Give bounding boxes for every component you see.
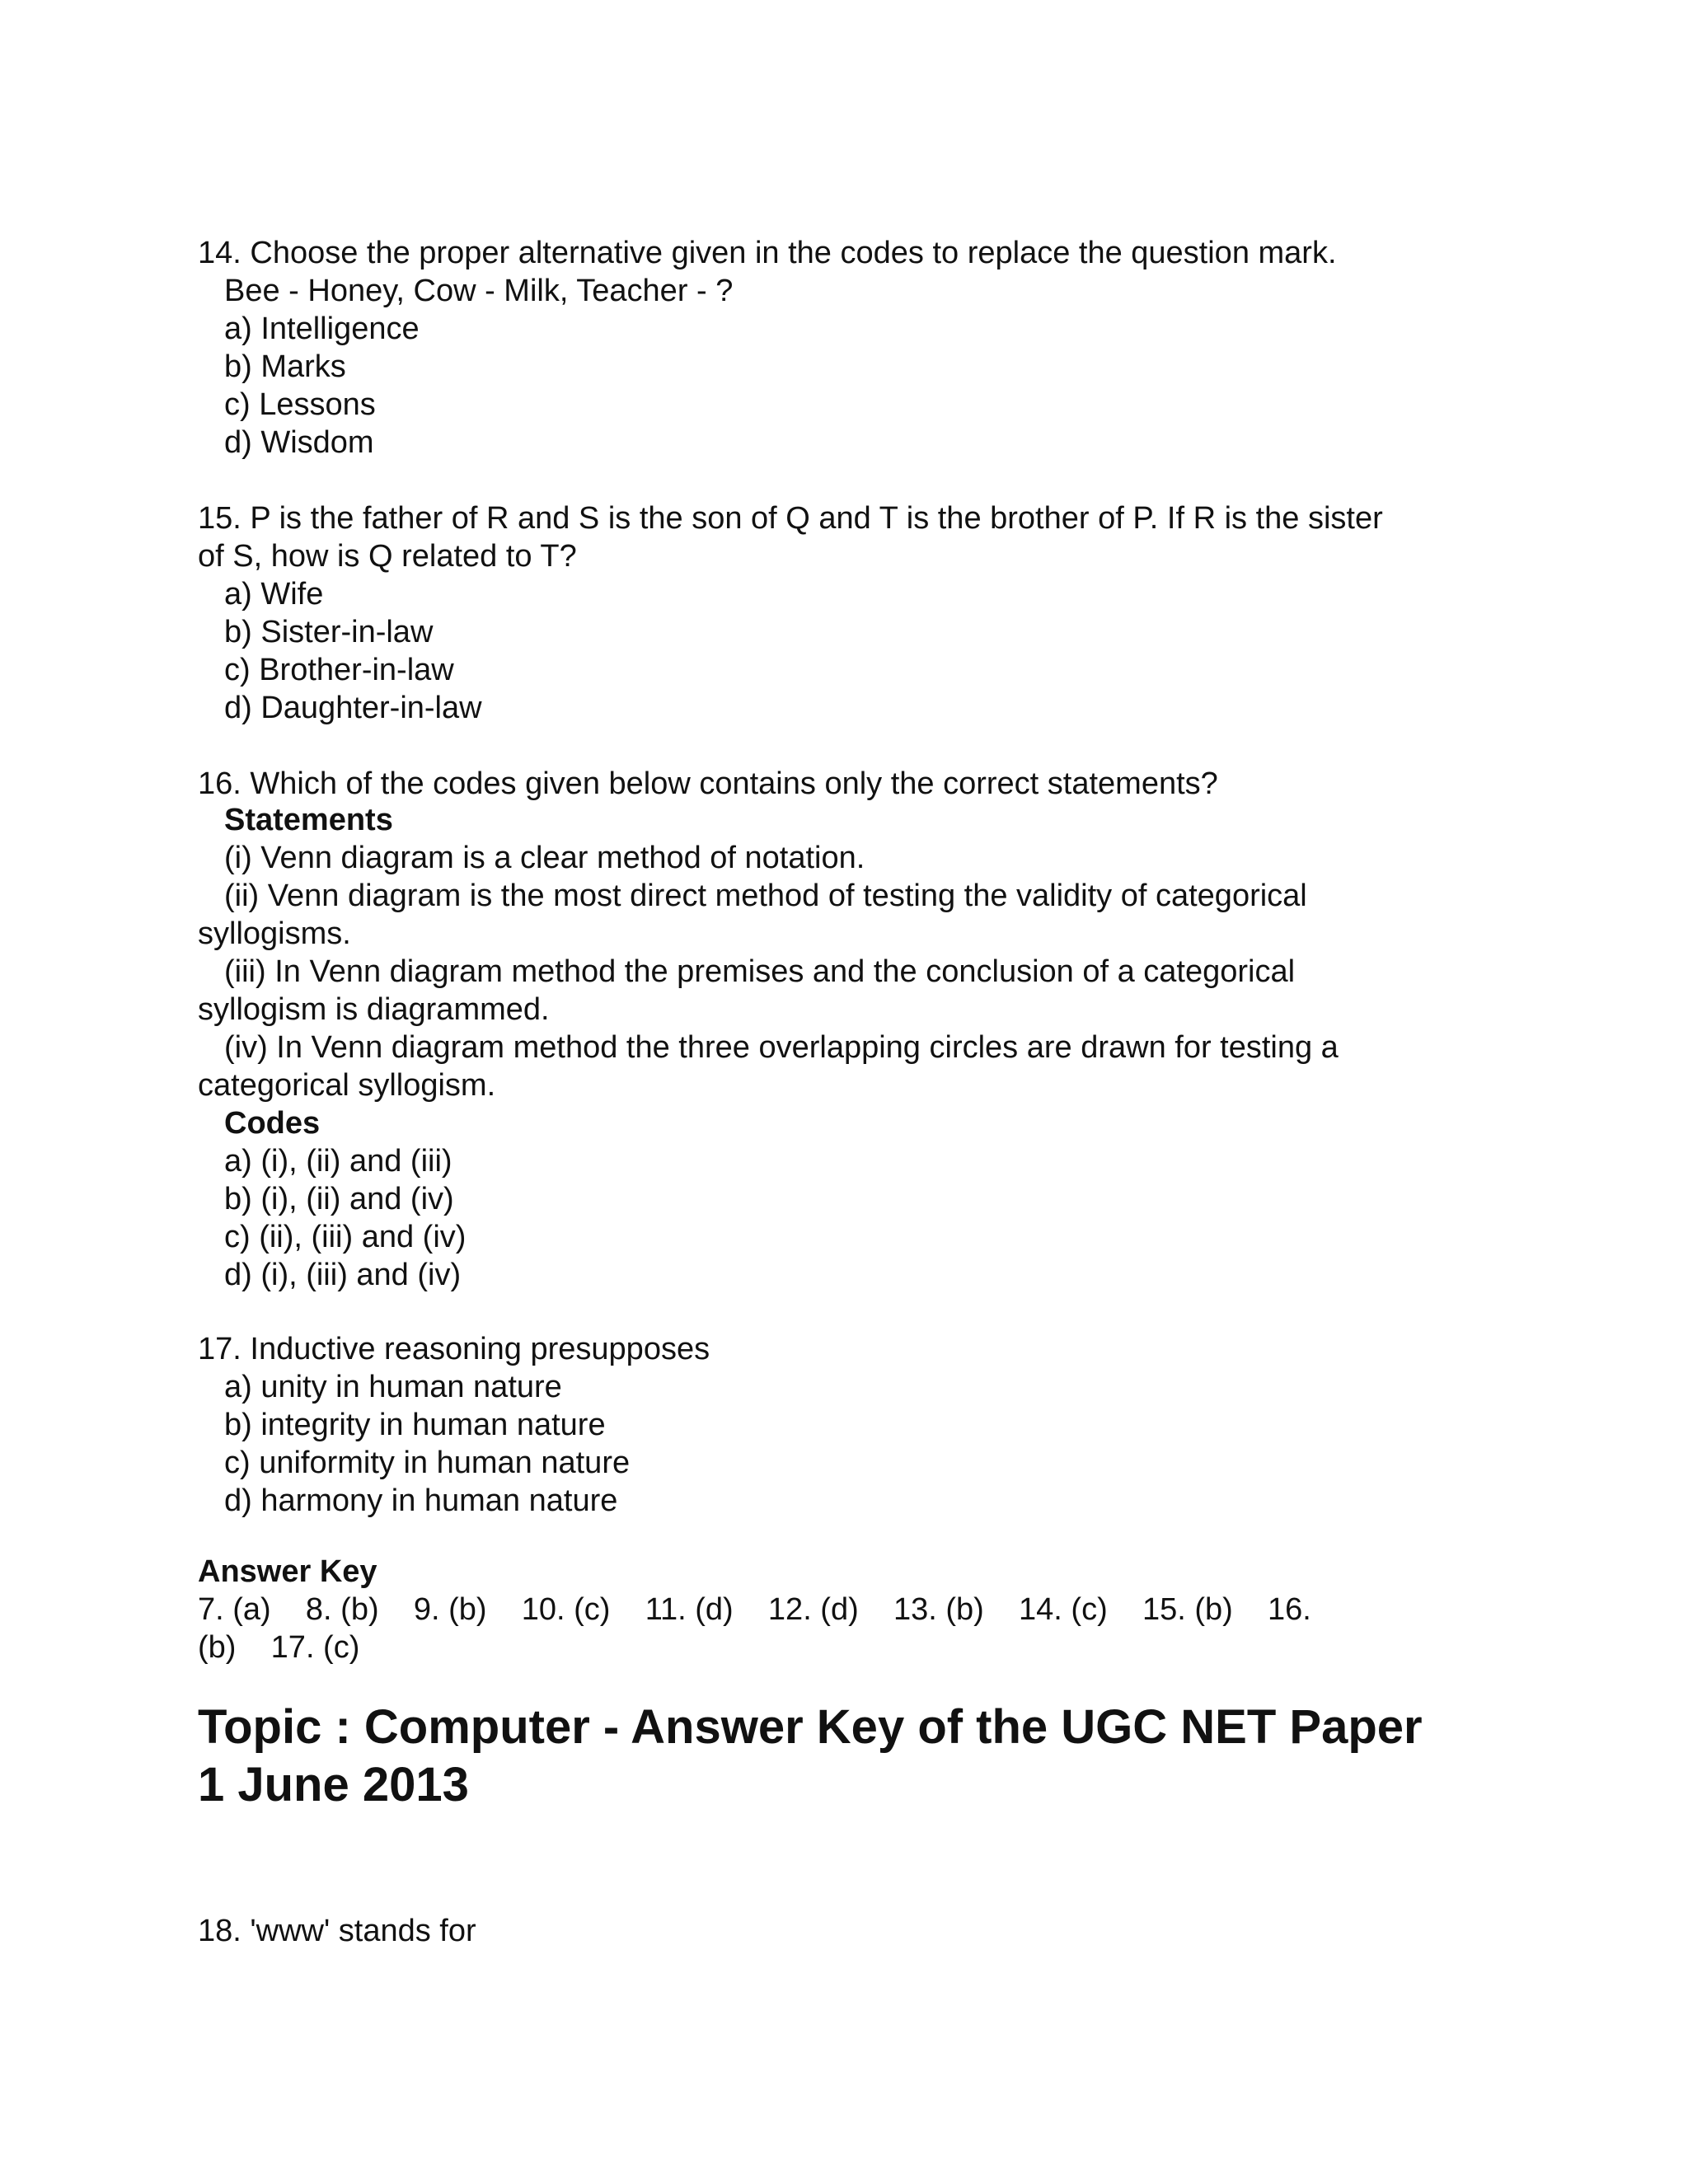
question-16-text: 16. Which of the codes given below contains only the correct statements? (198, 766, 1218, 801)
question-14-option-b: b) Marks (224, 349, 346, 384)
question-16-statements-heading: Statements (224, 803, 393, 837)
question-16-option-d: d) (i), (iii) and (iv) (224, 1258, 462, 1292)
question-16-option-a: a) (i), (ii) and (iii) (224, 1144, 452, 1179)
question-16-statement-iii-cont: syllogism is diagrammed. (198, 992, 550, 1027)
answer-key-line2: (b) 17. (c) (198, 1630, 360, 1665)
question-15-text-line1: 15. P is the father of R and S is the son of Q and T is the brother of P. If R is the sister (198, 501, 1383, 536)
answer-key-line1: 7. (a) 8. (b) 9. (b) 10. (c) 11. (d) 12. (d) 13. (b) 14. (c) 15. (b) 16. (198, 1592, 1311, 1627)
question-14-option-a: a) Intelligence (224, 312, 420, 346)
question-17-option-d: d) harmony in human nature (224, 1483, 618, 1518)
question-15-option-b: b) Sister-in-law (224, 615, 434, 649)
question-17-option-a: a) unity in human nature (224, 1370, 562, 1404)
topic-heading-line1: Topic : Computer - Answer Key of the UGC NET Paper (198, 1700, 1423, 1754)
question-15-option-a: a) Wife (224, 577, 324, 612)
question-16-option-b: b) (i), (ii) and (iv) (224, 1182, 454, 1216)
question-16-statement-iv: (iv) In Venn diagram method the three overlapping circles are drawn for testing a (224, 1030, 1339, 1065)
question-18-text: 18. 'www' stands for (198, 1914, 476, 1948)
question-16-statement-iii: (iii) In Venn diagram method the premises and the conclusion of a categorical (224, 954, 1296, 989)
question-14-option-c: c) Lessons (224, 387, 376, 422)
answer-key-heading: Answer Key (198, 1554, 377, 1589)
question-16-statement-ii: (ii) Venn diagram is the most direct method of testing the validity of categorical (224, 879, 1307, 913)
question-16-codes-heading: Codes (224, 1106, 321, 1141)
question-17-text: 17. Inductive reasoning presupposes (198, 1332, 710, 1366)
question-15-option-d: d) Daughter-in-law (224, 691, 482, 725)
question-14-option-d: d) Wisdom (224, 425, 374, 460)
question-16-statement-i: (i) Venn diagram is a clear method of notation. (224, 841, 865, 875)
topic-heading-line2: 1 June 2013 (198, 1758, 469, 1811)
question-15-option-c: c) Brother-in-law (224, 653, 454, 687)
question-16-statement-iv-cont: categorical syllogism. (198, 1068, 496, 1103)
question-17-option-c: c) uniformity in human nature (224, 1446, 631, 1480)
question-16-option-c: c) (ii), (iii) and (iv) (224, 1220, 467, 1254)
question-16-statement-ii-cont: syllogisms. (198, 916, 351, 951)
question-17-option-b: b) integrity in human nature (224, 1408, 606, 1442)
question-14-prompt: Bee - Honey, Cow - Milk, Teacher - ? (224, 274, 734, 308)
question-15-text-line2: of S, how is Q related to T? (198, 539, 577, 574)
question-14-text: 14. Choose the proper alternative given in the codes to replace the question mark. (198, 236, 1337, 270)
